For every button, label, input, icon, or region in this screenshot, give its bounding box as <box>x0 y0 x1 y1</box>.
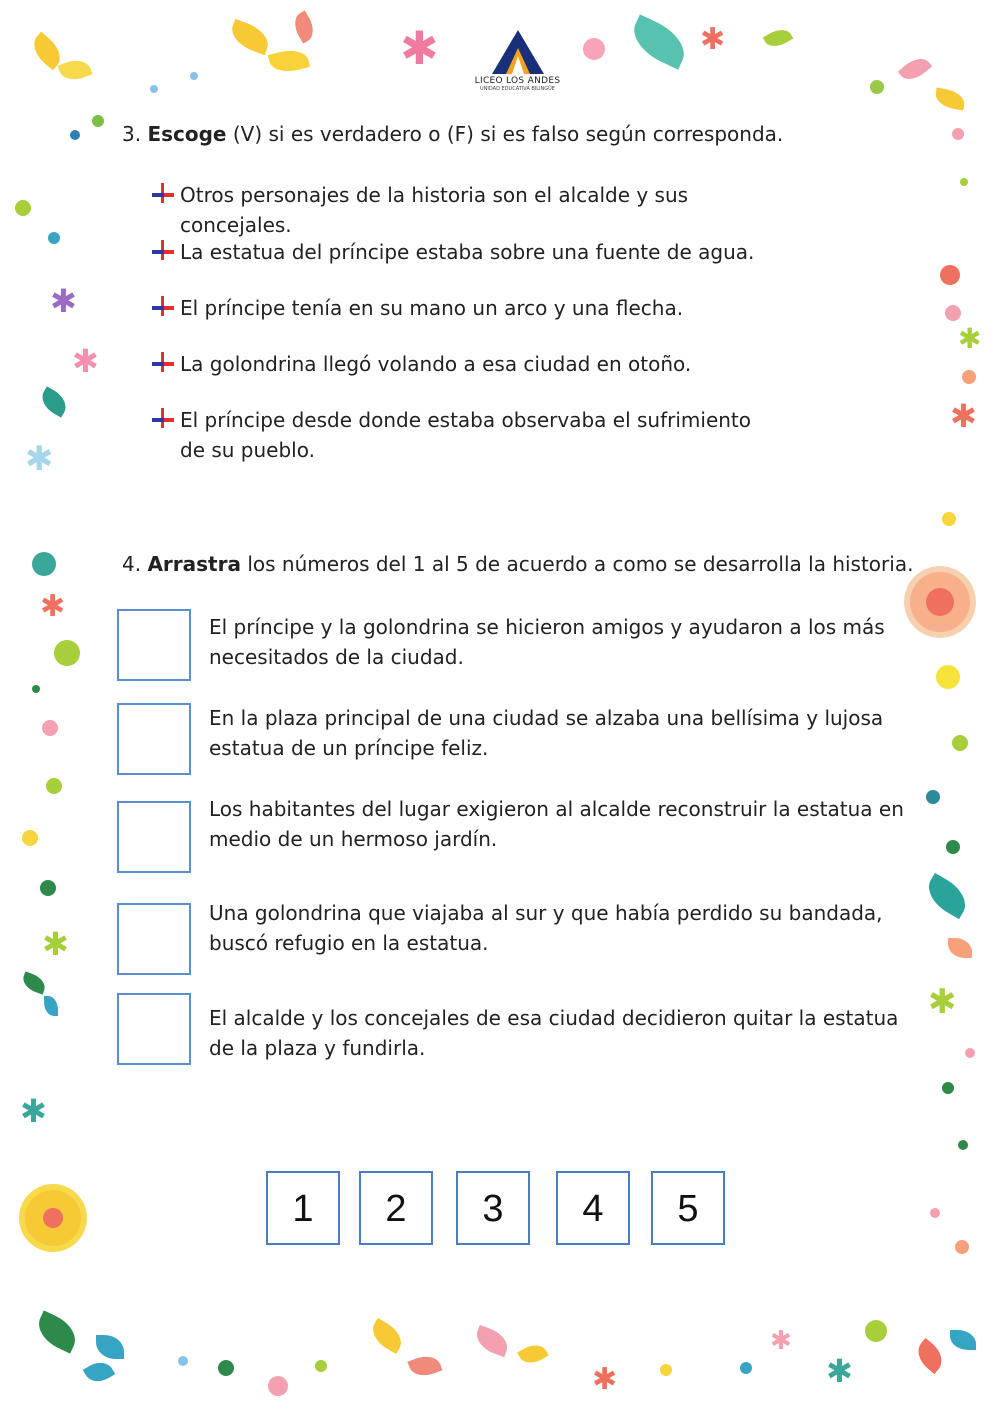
draggable-number-1[interactable]: 1 <box>266 1171 340 1245</box>
flower-decoration: ✱ <box>72 342 99 380</box>
statement-text: La golondrina llegó volando a esa ciudad en otoño. <box>180 352 692 376</box>
dot-decoration <box>70 130 80 140</box>
question-instruction: los números del 1 al 5 de acuerdo a como se desarrolla la historia. <box>247 552 914 576</box>
event-text: El alcalde y los concejales de esa ciudad decidieron quitar la estatua de la plaza y fundirla. <box>209 1006 899 1060</box>
leaf-decoration <box>268 45 310 76</box>
dot-decoration <box>936 665 960 689</box>
dot-decoration <box>178 1356 188 1366</box>
statement-text: El príncipe tenía en su mano un arco y una flecha. <box>180 296 684 320</box>
cross-bullet-icon <box>152 296 176 318</box>
leaf-decoration <box>289 10 319 43</box>
drop-target-box[interactable] <box>117 993 191 1065</box>
flower-decoration: ✱ <box>20 1092 47 1130</box>
question-keyword: Escoge <box>147 122 227 146</box>
flower-decoration: ✱ <box>50 282 77 320</box>
question-keyword: Arrastra <box>147 552 241 576</box>
leaf-decoration <box>57 55 92 84</box>
dot-decoration <box>150 85 158 93</box>
dot-decoration <box>952 735 968 751</box>
statement-text: Otros personajes de la historia son el alcalde y sus concejales. <box>180 183 689 237</box>
dot-decoration <box>218 1360 234 1376</box>
event-text: El príncipe y la golondrina se hicieron amigos y ayudaron a los más necesitados de la ciudad. <box>209 615 885 669</box>
cross-bullet-icon <box>152 240 176 262</box>
dot-decoration <box>48 232 60 244</box>
dot-decoration <box>942 512 956 526</box>
dot-decoration <box>870 80 884 94</box>
dot-decoration <box>958 1140 968 1150</box>
flower-decoration: ✱ <box>400 21 439 75</box>
dot-decoration <box>92 115 104 127</box>
dot-decoration <box>945 305 961 321</box>
dot-decoration <box>46 778 62 794</box>
leaf-decoration <box>32 1310 82 1353</box>
flower-decoration: ✱ <box>40 589 66 624</box>
drop-target-box[interactable] <box>117 609 191 681</box>
leaf-decoration <box>626 14 693 69</box>
dot-decoration <box>930 1208 940 1218</box>
leaf-decoration <box>37 386 71 417</box>
dot-decoration <box>952 128 964 140</box>
drop-target-box[interactable] <box>117 703 191 775</box>
dot-decoration <box>15 200 31 216</box>
question-instruction: (V) si es verdadero o (F) si es falso según corresponda. <box>232 122 784 146</box>
true-false-item[interactable] <box>152 237 780 267</box>
leaf-decoration <box>898 52 933 85</box>
dot-decoration <box>32 685 40 693</box>
dot-decoration <box>190 72 198 80</box>
leaf-decoration <box>950 1330 976 1350</box>
drop-target-box[interactable] <box>117 903 191 975</box>
dot-decoration <box>740 1362 752 1374</box>
dot-decoration <box>965 1048 975 1058</box>
flower-decoration: ✱ <box>592 1362 618 1397</box>
dot-decoration <box>946 840 960 854</box>
draggable-number-3[interactable]: 3 <box>456 1171 530 1245</box>
question-number: 3. <box>122 122 142 146</box>
statement-text: La estatua del príncipe estaba sobre una fuente de agua. <box>180 240 755 264</box>
flower-decoration: ✱ <box>826 1352 853 1390</box>
school-subtitle: UNIDAD EDUCATIVA BILINGÜE <box>480 86 555 92</box>
dot-decoration <box>962 370 976 384</box>
true-false-item[interactable] <box>152 349 780 379</box>
flower-center-decoration <box>926 588 954 616</box>
true-false-item[interactable] <box>152 180 780 240</box>
dot-decoration <box>660 1364 672 1376</box>
dot-decoration <box>940 265 960 285</box>
leaf-decoration <box>96 1335 124 1359</box>
flower-center-decoration <box>43 1208 63 1228</box>
leaf-decoration <box>948 938 972 958</box>
dot-decoration <box>955 1240 969 1254</box>
cross-bullet-icon <box>152 352 176 374</box>
true-false-item[interactable] <box>152 293 780 323</box>
flower-decoration: ✱ <box>700 22 726 57</box>
dot-decoration <box>865 1320 887 1342</box>
leaf-decoration <box>911 1338 948 1374</box>
draggable-number-5[interactable]: 5 <box>651 1171 725 1245</box>
dot-decoration <box>926 790 940 804</box>
leaf-decoration <box>763 25 794 52</box>
draggable-number-2[interactable]: 2 <box>359 1171 433 1245</box>
dot-decoration <box>942 1082 954 1094</box>
statement-text: El príncipe desde donde estaba observaba el sufrimiento de su pueblo. <box>180 408 751 462</box>
leaf-decoration <box>227 19 273 55</box>
event-text: Una golondrina que viajaba al sur y que había perdido su bandada, buscó refugio en la estatua. <box>209 901 883 955</box>
flower-decoration: ✱ <box>42 925 69 963</box>
flower-decoration: ✱ <box>770 1326 792 1356</box>
dot-decoration <box>42 720 58 736</box>
dot-decoration <box>960 178 968 186</box>
dot-decoration <box>32 552 56 576</box>
leaf-decoration <box>367 1318 407 1354</box>
cross-bullet-icon <box>152 183 176 205</box>
question-3-title <box>122 122 783 146</box>
event-text: Los habitantes del lugar exigieron al alcalde reconstruir la estatua en medio de un hermoso jardín. <box>209 797 904 851</box>
leaf-decoration <box>921 873 973 919</box>
leaf-decoration <box>20 971 48 994</box>
true-false-item[interactable] <box>152 405 770 465</box>
draggable-number-4[interactable]: 4 <box>556 1171 630 1245</box>
question-4-title <box>122 552 913 576</box>
dot-decoration <box>22 830 38 846</box>
flower-decoration: ✱ <box>958 322 982 355</box>
dot-decoration <box>315 1360 327 1372</box>
drop-target-box[interactable] <box>117 801 191 873</box>
school-logo <box>460 28 575 108</box>
flower-decoration: ✱ <box>25 439 54 479</box>
cross-bullet-icon <box>152 408 176 430</box>
leaf-decoration <box>934 88 967 111</box>
dot-decoration <box>40 880 56 896</box>
leaf-decoration <box>44 996 58 1016</box>
event-text: En la plaza principal de una ciudad se alzaba una bellísima y lujosa estatua de un príncipe feliz. <box>209 706 884 760</box>
leaf-decoration <box>472 1325 511 1357</box>
leaf-decoration <box>83 1357 116 1387</box>
flower-decoration: ✱ <box>950 397 977 435</box>
leaf-decoration <box>407 1351 442 1380</box>
school-name: LICEO LOS ANDES <box>474 76 561 86</box>
flower-decoration: ✱ <box>928 982 957 1022</box>
dot-decoration <box>54 640 80 666</box>
dot-decoration <box>583 38 605 60</box>
mountain-logo-icon <box>488 28 548 74</box>
dot-decoration <box>268 1376 288 1396</box>
question-number: 4. <box>122 552 142 576</box>
leaf-decoration <box>517 1340 549 1369</box>
